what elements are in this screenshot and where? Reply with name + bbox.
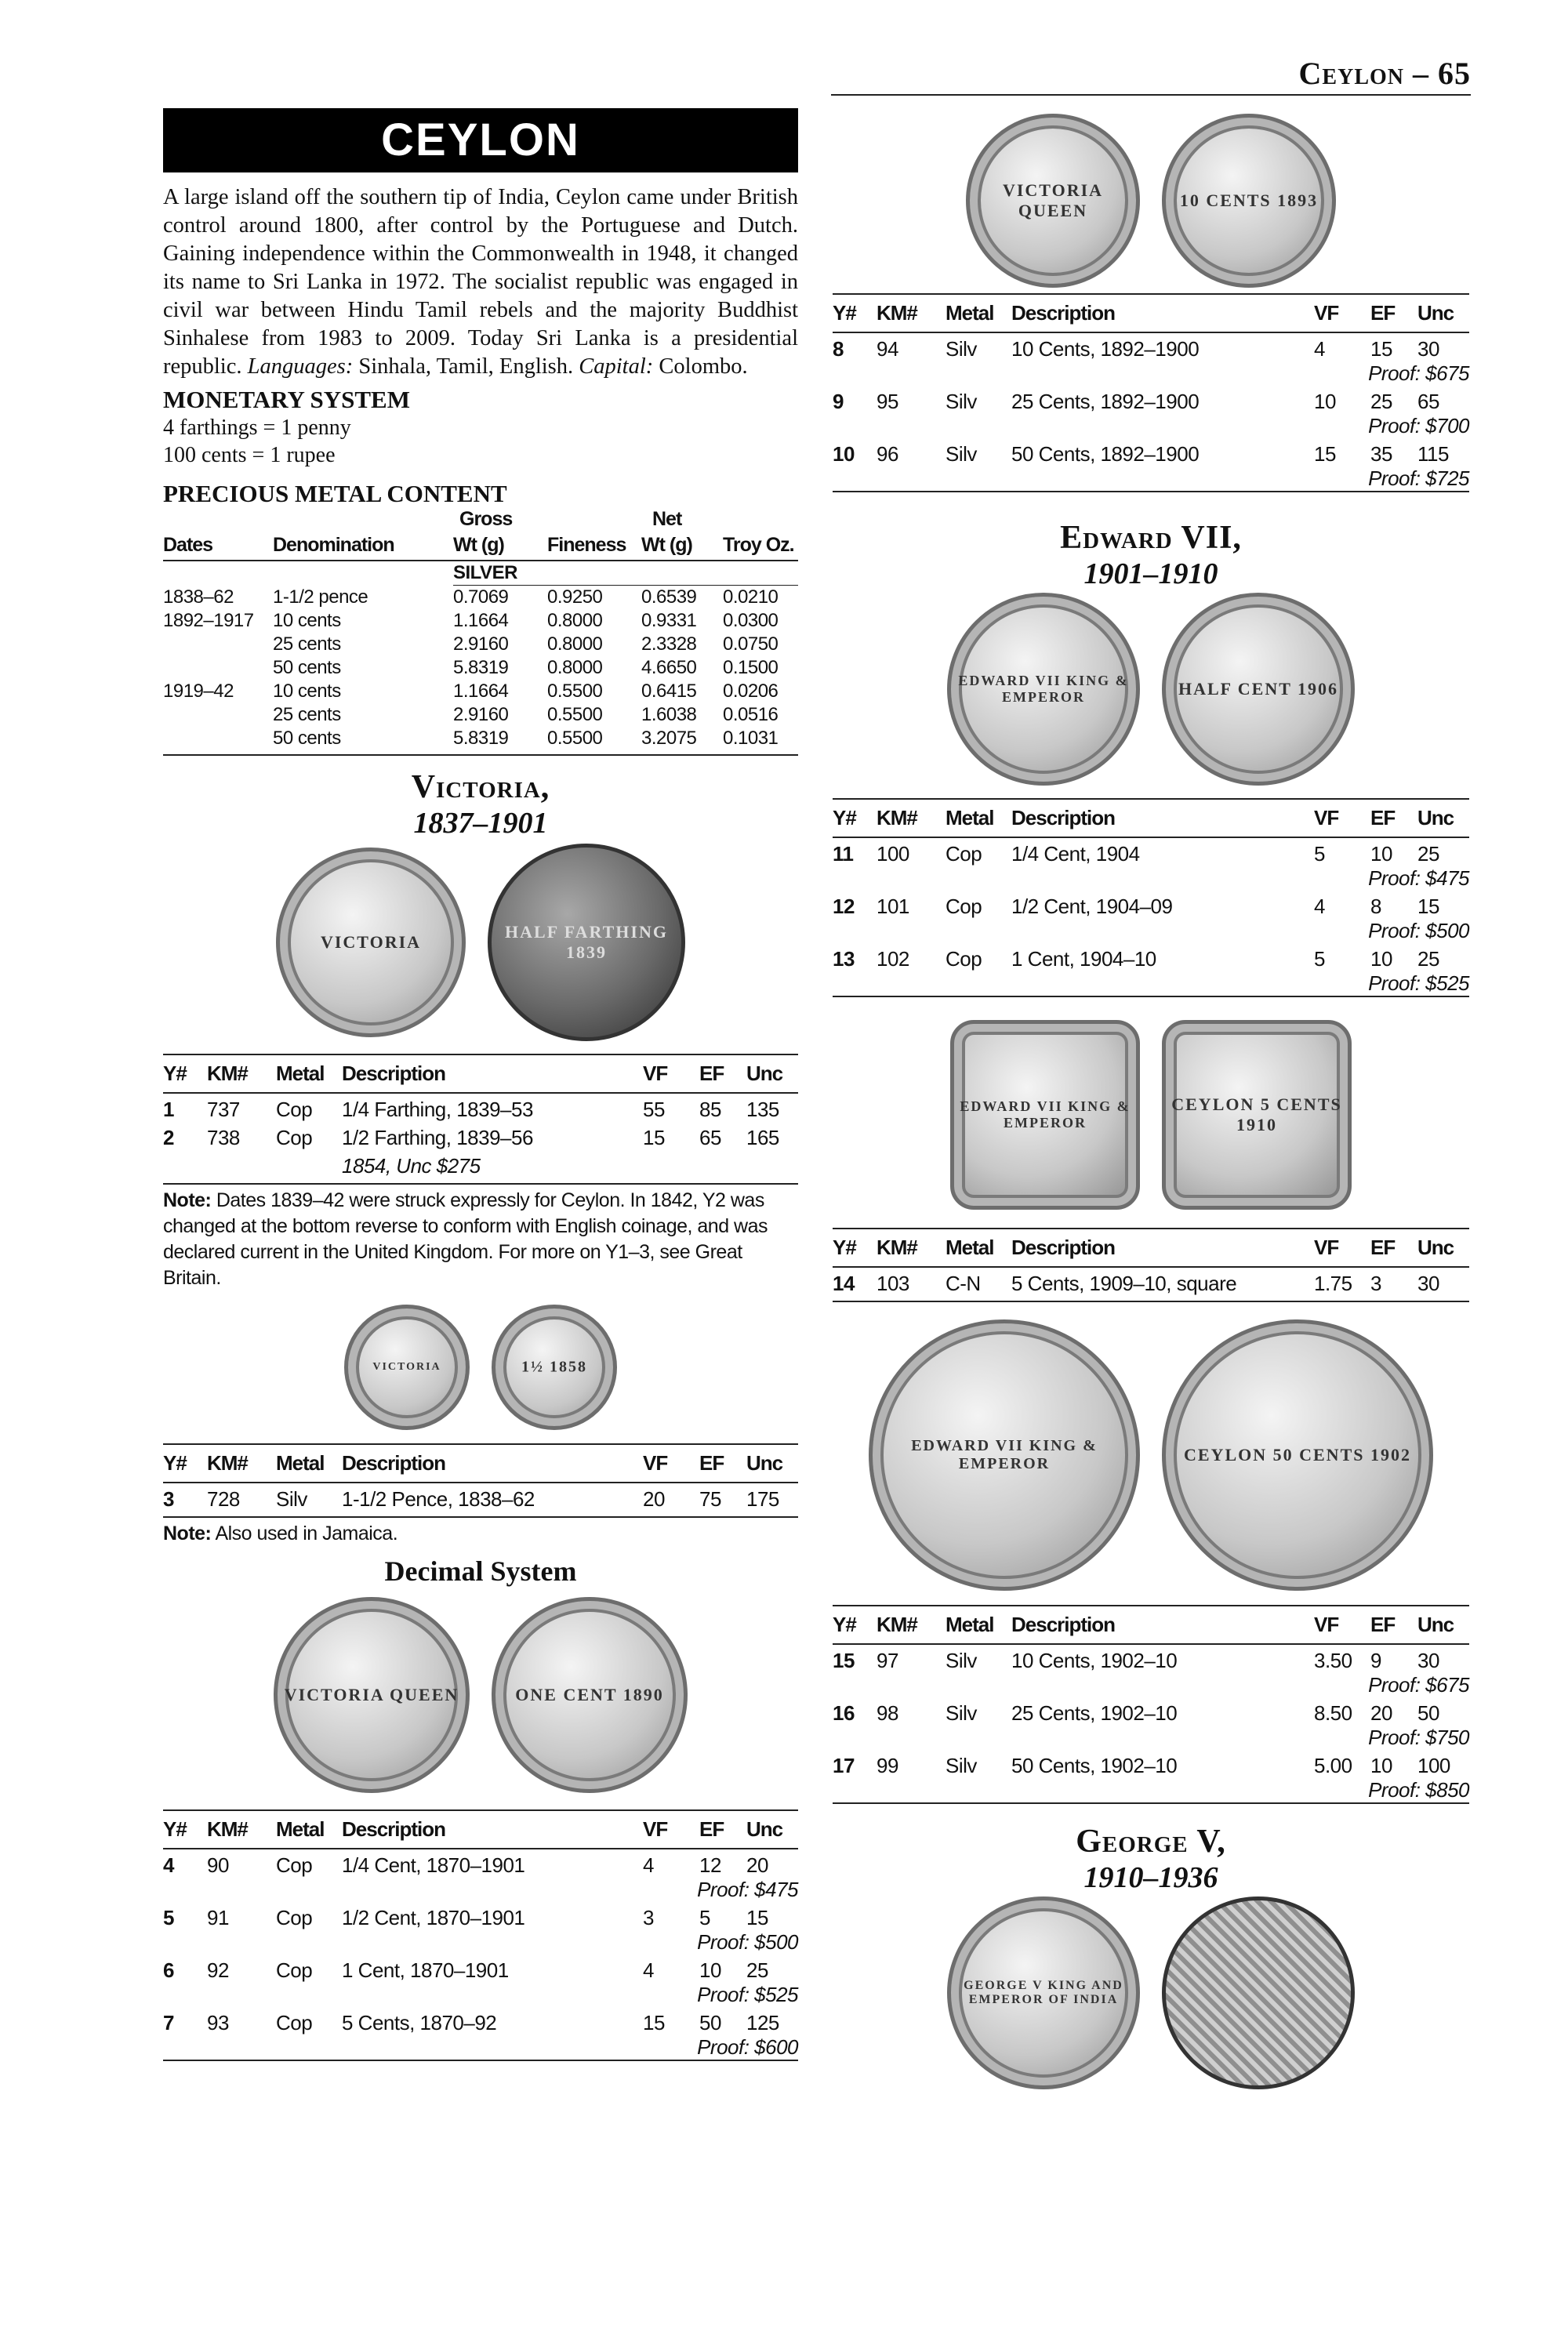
catalog-table-edward-copper	[833, 798, 1469, 997]
precious-metal-table	[163, 508, 798, 756]
coin-obverse-image: EDWARD VII KING & EMPEROR	[947, 593, 1140, 786]
table-row: 9 95 Silv 25 Cents, 1892–1900 10 25 65	[833, 390, 1439, 413]
monetary-line: 100 cents = 1 rupee	[163, 443, 336, 467]
coin-reverse-image: CEYLON 5 CENTS 1910	[1162, 1020, 1352, 1210]
col-header-km: KM#	[207, 1054, 276, 1093]
coin-reverse-image: HALF FARTHING 1839	[488, 844, 685, 1041]
coin-images-decimal	[163, 1591, 798, 1798]
col-header-km: KM#	[877, 799, 946, 837]
col-header-vf: VF	[1314, 799, 1370, 837]
col-header-y: Y#	[163, 1810, 207, 1849]
gross-top-header: Gross	[459, 508, 513, 530]
proof-row: Proof: $675	[1368, 1673, 1469, 1697]
table-row: 1838–62 1-1/2 pence 0.7069 0.9250 0.6539 0.0210	[163, 586, 779, 608]
coin-obverse-image: EDWARD VII KING & EMPEROR	[869, 1319, 1140, 1591]
table-row: 1919–42 10 cents 1.1664 0.5500 0.6415 0.0206	[163, 681, 779, 702]
ruler-heading-victoria	[163, 768, 798, 840]
languages-text: Sinhala, Tamil, English.	[353, 354, 574, 379]
col-header-y: Y#	[833, 1606, 877, 1644]
col-header-ef: EF	[1370, 294, 1417, 332]
col-header-vf: VF	[643, 1810, 699, 1849]
col-header-description: Description	[1011, 1606, 1314, 1644]
col-header-metal: Metal	[946, 799, 1011, 837]
intro-paragraph	[163, 183, 798, 381]
left-column	[163, 108, 798, 2061]
catalog-table-victoria-silver	[833, 293, 1469, 492]
table-row: 7 93 Cop 5 Cents, 1870–92 15 50 125	[163, 2011, 779, 2034]
table-row: 11 100 Cop 1/4 Cent, 1904 5 10 25	[833, 842, 1439, 866]
col-header-ef: EF	[699, 1810, 746, 1849]
col-header-km: KM#	[877, 1229, 946, 1267]
col-header-unc: Unc	[746, 1054, 798, 1093]
ruler-dates: 1910–1936	[1083, 1861, 1218, 1894]
coin-reverse-image	[1162, 1896, 1355, 2089]
decimal-system-title: Decimal System	[384, 1555, 577, 1587]
col-header-y: Y#	[163, 1054, 207, 1093]
coin-reverse-image: 10 CENTS 1893	[1162, 114, 1336, 288]
proof-row: Proof: $500	[1368, 919, 1469, 942]
catalog-table-farthings	[163, 1054, 798, 1185]
catalog-table-edward-silver	[833, 1605, 1469, 1804]
col-header-ef: EF	[1370, 799, 1417, 837]
coin-images-pence	[163, 1301, 798, 1434]
col-header-y: Y#	[833, 1229, 877, 1267]
col-header-vf: VF	[1314, 294, 1370, 332]
coin-obverse-image: VICTORIA	[276, 848, 466, 1037]
net-weight-header: Wt (g)	[641, 534, 723, 561]
coin-reverse-image: HALF CENT 1906	[1162, 593, 1355, 786]
table-row: 4 90 Cop 1/4 Cent, 1870–1901 4 12 20	[163, 1853, 768, 1877]
col-header-unc: Unc	[746, 1444, 798, 1483]
catalog-table-pence	[163, 1443, 798, 1518]
col-header-vf: VF	[1314, 1229, 1370, 1267]
col-header-unc: Unc	[1417, 294, 1469, 332]
silver-label: SILVER	[453, 561, 798, 586]
dates-header: Dates	[163, 534, 273, 561]
table-row: 50 cents 5.8319 0.5500 3.2075 0.1031	[163, 727, 798, 755]
ruler-heading-edward	[833, 519, 1469, 591]
troy-oz-header: Troy Oz.	[723, 534, 798, 561]
coin-images-edward-silver	[833, 1318, 1469, 1592]
col-header-unc: Unc	[1417, 1229, 1469, 1267]
coin-images-george	[833, 1895, 1469, 2091]
country-banner: CEYLON	[163, 108, 798, 172]
proof-row: Proof: $850	[833, 1778, 1469, 1803]
col-header-vf: VF	[643, 1444, 699, 1483]
col-header-ef: EF	[699, 1444, 746, 1483]
table-row: 6 92 Cop 1 Cent, 1870–1901 4 10 25	[163, 1958, 768, 1982]
col-header-km: KM#	[877, 1606, 946, 1644]
gross-weight-header: Wt (g)	[453, 534, 547, 561]
table-row-extra: 1854, Unc $275	[163, 1150, 798, 1184]
capital-text: Colombo.	[653, 354, 748, 379]
col-header-ef: EF	[1370, 1606, 1417, 1644]
coin-images-victoria-farthing	[163, 840, 798, 1044]
coin-reverse-image: CEYLON 50 CENTS 1902	[1162, 1319, 1433, 1591]
proof-row: Proof: $700	[1368, 414, 1469, 437]
catalog-table-decimal	[163, 1809, 798, 2061]
table-row: 13 102 Cop 1 Cent, 1904–10 5 10 25	[833, 947, 1439, 971]
ruler-name: Edward VII,	[1060, 520, 1242, 556]
ruler-name: Victoria,	[411, 769, 550, 805]
coin-obverse-image: GEORGE V KING AND EMPEROR OF INDIA	[947, 1896, 1140, 2089]
coin-images-victoria-silver	[833, 114, 1469, 287]
ruler-dates: 1837–1901	[413, 807, 548, 840]
coin-reverse-image: ONE CENT 1890	[492, 1597, 688, 1793]
coin-obverse-image: VICTORIA QUEEN	[966, 114, 1140, 288]
coin-obverse-image: VICTORIA QUEEN	[274, 1597, 470, 1793]
table-row: 25 cents 2.9160 0.8000 2.3328 0.0750	[273, 633, 779, 655]
col-header-description: Description	[1011, 1229, 1314, 1267]
col-header-unc: Unc	[1417, 1606, 1469, 1644]
col-header-y: Y#	[833, 799, 877, 837]
col-header-km: KM#	[207, 1444, 276, 1483]
table-row: 1892–1917 10 cents 1.1664 0.8000 0.9331 0.0300	[163, 610, 779, 631]
col-header-description: Description	[1011, 294, 1314, 332]
coin-images-edward-copper	[833, 591, 1469, 787]
col-header-ef: EF	[1370, 1229, 1417, 1267]
running-head: Ceylon – 65	[831, 55, 1471, 96]
table-row: 12 101 Cop 1/2 Cent, 1904–09 4 8 15	[833, 895, 1439, 918]
table-row: 17 99 Silv 50 Cents, 1902–10 5.00 10 100	[833, 1754, 1450, 1777]
table-row: 2 738 Cop 1/2 Farthing, 1839–56 15 65 165	[163, 1126, 779, 1149]
precious-metal-title: PRECIOUS METAL CONTENT	[163, 480, 507, 507]
proof-row: Proof: $475	[1368, 866, 1469, 890]
proof-row: Proof: $675	[1368, 361, 1469, 385]
net-top-header: Net	[652, 508, 682, 530]
proof-row: Proof: $475	[697, 1878, 798, 1901]
col-header-description: Description	[342, 1054, 643, 1093]
coin-images-edward-square	[833, 1013, 1469, 1217]
col-header-vf: VF	[1314, 1606, 1370, 1644]
table-row: 50 cents 5.8319 0.8000 4.6650 0.1500	[273, 657, 779, 678]
table-row: 14 103 C-N 5 Cents, 1909–10, square 1.75 3 30	[833, 1267, 1469, 1301]
col-header-unc: Unc	[1417, 799, 1469, 837]
coin-obverse-image: VICTORIA	[344, 1305, 470, 1430]
col-header-km: KM#	[877, 294, 946, 332]
table-row: 10 96 Silv 50 Cents, 1892–1900 15 35 115	[833, 442, 1449, 466]
table-row: 8 94 Silv 10 Cents, 1892–1900 4 15 30	[833, 337, 1439, 361]
ruler-heading-george	[833, 1823, 1469, 1895]
col-header-y: Y#	[163, 1444, 207, 1483]
proof-row: Proof: $525	[697, 1983, 798, 2006]
col-header-metal: Metal	[276, 1444, 342, 1483]
proof-row: Proof: $500	[697, 1930, 798, 1954]
catalog-table-edward-square	[833, 1228, 1469, 1302]
col-header-metal: Metal	[276, 1054, 342, 1093]
fineness-header: Fineness	[547, 534, 641, 561]
ruler-dates: 1901–1910	[1083, 557, 1218, 590]
proof-row: Proof: $750	[1368, 1726, 1469, 1749]
table-row: 15 97 Silv 10 Cents, 1902–10 3.50 9 30	[833, 1649, 1439, 1672]
col-header-description: Description	[342, 1444, 643, 1483]
note-pence: Note: Also used in Jamaica.	[163, 1523, 398, 1544]
col-header-description: Description	[1011, 799, 1314, 837]
ruler-name: George V,	[1076, 1824, 1226, 1860]
languages-label: Languages:	[247, 354, 354, 379]
table-row: 3 728 Silv 1-1/2 Pence, 1838–62 20 75 175	[163, 1483, 798, 1517]
table-row: 16 98 Silv 25 Cents, 1902–10 8.50 20 50	[833, 1701, 1439, 1725]
col-header-metal: Metal	[946, 1606, 1011, 1644]
table-row: 25 cents 2.9160 0.5500 1.6038 0.0516	[273, 704, 779, 725]
capital-label: Capital:	[579, 354, 654, 379]
right-column	[833, 108, 1469, 2091]
col-header-metal: Metal	[946, 1229, 1011, 1267]
col-header-km: KM#	[207, 1810, 276, 1849]
proof-row: Proof: $600	[163, 2035, 798, 2060]
col-header-unc: Unc	[746, 1810, 798, 1849]
monetary-line: 4 farthings = 1 penny	[163, 416, 351, 440]
col-header-vf: VF	[643, 1054, 699, 1093]
proof-row: Proof: $725	[833, 466, 1469, 492]
table-row: 1 737 Cop 1/4 Farthing, 1839–53 55 85 135	[163, 1098, 779, 1121]
coin-reverse-image: 1½ 1858	[492, 1305, 617, 1430]
coin-obverse-image: EDWARD VII KING & EMPEROR	[950, 1020, 1140, 1210]
col-header-y: Y#	[833, 294, 877, 332]
col-header-metal: Metal	[946, 294, 1011, 332]
col-header-metal: Metal	[276, 1810, 342, 1849]
table-row: 5 91 Cop 1/2 Cent, 1870–1901 3 5 15	[163, 1906, 768, 1929]
denomination-header: Denomination	[273, 534, 453, 561]
col-header-description: Description	[342, 1810, 643, 1849]
note-farthings: Note: Dates 1839–42 were struck expressly for Ceylon. In 1842, Y2 was changed at the bottom reverse to conform with English coinage, and was declared current in the United Kingdom. For more on Y1–3, see Great Britain.	[163, 1189, 768, 1289]
col-header-ef: EF	[699, 1054, 746, 1093]
intro-text: A large island off the southern tip of India, Ceylon came under British control around 1800, after control by the Portuguese and Dutch. Gaining independence within the Commonwealth in 1948, it changed its name to Sri Lanka in 1972. The socialist republic was engaged in civil war between Hindu Tamil rebels and the majority Buddhist Sinhalese from 1983 to 2009. Today Sri Lanka is a presidential republic.	[163, 185, 798, 379]
monetary-system-title: MONETARY SYSTEM	[163, 386, 410, 413]
proof-row: Proof: $525	[833, 971, 1469, 996]
